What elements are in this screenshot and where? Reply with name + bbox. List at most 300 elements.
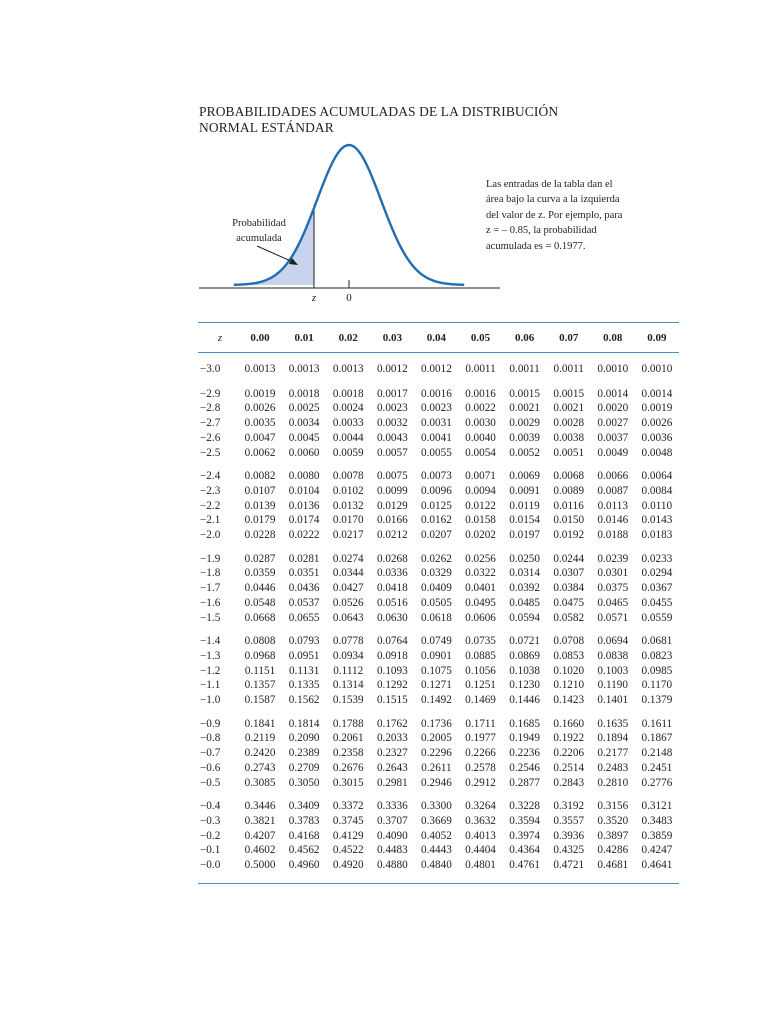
probability-cell: 0.2676 (332, 761, 364, 774)
probability-cell: 0.1251 (465, 679, 496, 692)
probability-cell: 0.0853 (553, 649, 585, 662)
probability-cell: 0.3557 (553, 814, 585, 827)
probability-cell: 0.3300 (421, 800, 452, 813)
probability-cell: 0.0244 (553, 552, 585, 565)
probability-cell: 0.1492 (421, 694, 452, 707)
probability-cell: 0.3669 (421, 814, 452, 827)
probability-cell: 0.0174 (288, 514, 320, 527)
table-row (198, 528, 679, 543)
probability-cell: 0.2005 (421, 732, 452, 745)
probability-cell: 0.0262 (421, 552, 452, 565)
probability-cell: 0.0668 (244, 611, 276, 624)
probability-cell: 0.0012 (421, 363, 452, 375)
probability-cell: 0.0375 (597, 582, 629, 595)
probability-cell: 0.2776 (641, 776, 673, 789)
probability-cell: 0.0017 (376, 387, 408, 400)
row-group (198, 378, 679, 461)
arrow-line (257, 246, 293, 262)
probability-cell: 0.0951 (288, 649, 320, 662)
probability-cell: 0.0033 (332, 417, 364, 430)
probability-cell: 0.0170 (332, 514, 364, 527)
probability-cell: 0.4404 (465, 844, 496, 857)
z-value-cell: −2.6 (200, 431, 221, 444)
probability-cell: 0.3264 (465, 800, 496, 813)
probability-cell: 0.1660 (553, 717, 585, 730)
probability-cell: 0.0113 (597, 499, 628, 512)
z-value-cell: −0.7 (200, 747, 221, 760)
table-row (198, 416, 679, 431)
probability-cell: 0.1210 (553, 679, 585, 692)
probability-cell: 0.1075 (421, 664, 452, 677)
probability-cell: 0.0132 (332, 499, 364, 512)
table-row (198, 611, 679, 626)
table-row (198, 858, 679, 883)
z-value-cell: −1.1 (200, 679, 221, 692)
probability-cell: 0.0031 (421, 417, 452, 430)
z-value-cell: −1.5 (200, 611, 221, 624)
probability-cell: 0.2296 (421, 747, 452, 760)
probability-cell: 0.0606 (465, 611, 496, 624)
header-col: 0.05 (458, 323, 502, 353)
probability-cell: 0.0516 (376, 596, 408, 609)
probability-cell: 0.0183 (641, 529, 673, 542)
probability-cell: 0.0228 (244, 529, 276, 542)
probability-cell: 0.4641 (635, 858, 679, 883)
table-row (198, 460, 679, 484)
z-value-cell: −1.9 (200, 552, 221, 565)
probability-cell: 0.4880 (370, 858, 414, 883)
probability-cell: 0.4522 (332, 844, 364, 857)
probability-cell: 0.0062 (244, 446, 276, 459)
probability-cell: 0.0618 (421, 611, 452, 624)
probability-cell: 0.0087 (597, 484, 629, 497)
probability-cell: 0.0233 (641, 552, 673, 565)
probability-cell: 0.0096 (421, 484, 452, 497)
probability-cell: 0.4801 (458, 858, 502, 883)
probability-cell: 0.3707 (376, 814, 408, 827)
probability-cell: 0.0055 (421, 446, 452, 459)
probability-cell: 0.0019 (641, 402, 673, 415)
probability-cell: 0.0038 (553, 431, 585, 444)
probability-cell: 0.1131 (288, 664, 320, 677)
probability-cell: 0.0162 (421, 514, 452, 527)
probability-cell: 0.1562 (288, 694, 320, 707)
probability-cell: 0.0179 (244, 514, 276, 527)
probability-cell: 0.0034 (288, 417, 320, 430)
probability-cell: 0.0019 (244, 387, 276, 400)
probability-cell: 0.1635 (597, 717, 629, 730)
probability-cell: 0.0594 (509, 611, 540, 624)
probability-cell: 0.1894 (597, 732, 629, 745)
probability-cell: 0.0036 (641, 431, 673, 444)
probability-cell: 0.2483 (597, 761, 629, 774)
probability-cell: 0.0136 (288, 499, 320, 512)
probability-cell: 0.2061 (332, 732, 364, 745)
probability-cell: 0.0505 (421, 596, 452, 609)
probability-cell: 0.4920 (326, 858, 370, 883)
probability-cell: 0.0630 (376, 611, 408, 624)
probability-cell: 0.2843 (553, 776, 585, 789)
row-group (198, 790, 679, 883)
probability-cell: 0.3050 (288, 776, 320, 789)
probability-cell: 0.1401 (597, 694, 629, 707)
axis-zero-label: 0 (346, 292, 352, 304)
probability-cell: 0.1922 (553, 732, 585, 745)
probability-cell: 0.0885 (465, 649, 496, 662)
probability-cell: 0.0048 (641, 446, 673, 459)
probability-cell: 0.0823 (641, 649, 673, 662)
table-row (198, 499, 679, 514)
probability-cell: 0.0010 (597, 363, 629, 375)
probability-cell: 0.0084 (641, 484, 673, 497)
probability-cell: 0.0307 (553, 567, 585, 580)
probability-cell: 0.0212 (376, 529, 408, 542)
probability-cell: 0.0044 (332, 431, 364, 444)
probability-cell: 0.0655 (288, 611, 320, 624)
probability-cell: 0.0392 (509, 582, 540, 595)
probability-cell: 0.0052 (509, 446, 540, 459)
probability-cell: 0.0384 (553, 582, 585, 595)
probability-cell: 0.1056 (465, 664, 496, 677)
probability-cell: 0.0011 (553, 363, 584, 375)
probability-cell: 0.1611 (641, 717, 673, 730)
probability-cell: 0.0032 (376, 417, 408, 430)
table-row (198, 708, 679, 732)
probability-cell: 0.3483 (641, 814, 673, 827)
probability-cell: 0.0014 (597, 387, 629, 400)
probability-cell: 0.3372 (332, 800, 364, 813)
probability-cell: 0.4483 (376, 844, 408, 857)
probability-cell: 0.1379 (641, 694, 673, 707)
probability-cell: 0.0455 (641, 596, 673, 609)
probability-cell: 0.0351 (288, 567, 320, 580)
probability-cell: 0.0013 (288, 363, 320, 375)
probability-cell: 0.0968 (244, 649, 276, 662)
row-group (198, 543, 679, 626)
probability-cell: 0.4247 (641, 844, 673, 857)
probability-cell: 0.0188 (597, 529, 629, 542)
probability-cell: 0.1539 (332, 694, 364, 707)
z-value-cell: −1.3 (200, 649, 221, 662)
probability-cell: 0.0301 (597, 567, 629, 580)
probability-cell: 0.1762 (376, 717, 408, 730)
probability-cell: 0.0035 (244, 417, 276, 430)
z-value-cell: −1.7 (200, 582, 221, 595)
probability-cell: 0.0057 (376, 446, 408, 459)
probability-cell: 0.3974 (509, 829, 540, 842)
probability-cell: 0.0207 (421, 529, 452, 542)
probability-cell: 0.1587 (244, 694, 276, 707)
probability-cell: 0.0069 (509, 470, 540, 483)
probability-cell: 0.3085 (244, 776, 276, 789)
probability-cell: 0.0158 (465, 514, 496, 527)
probability-cell: 0.0082 (244, 470, 276, 483)
probability-cell: 0.3783 (288, 814, 320, 827)
probability-cell: 0.0749 (421, 635, 452, 648)
probability-cell: 0.4129 (332, 829, 364, 842)
probability-cell: 0.2946 (421, 776, 452, 789)
probability-cell: 0.4681 (591, 858, 635, 883)
probability-cell: 0.0475 (553, 596, 585, 609)
probability-cell: 0.0192 (553, 529, 585, 542)
probability-cell: 0.0080 (288, 470, 320, 483)
header-z: z (198, 323, 238, 353)
z-value-cell: −0.9 (200, 717, 221, 730)
probability-cell: 0.0023 (376, 402, 408, 415)
probability-cell: 0.0018 (332, 387, 364, 400)
probability-cell: 0.4286 (597, 844, 629, 857)
probability-cell: 0.1469 (465, 694, 496, 707)
probability-cell: 0.3446 (244, 800, 276, 813)
probability-cell: 0.0014 (641, 387, 673, 400)
probability-cell: 0.2033 (376, 732, 408, 745)
probability-cell: 0.0436 (288, 582, 320, 595)
z-value-cell: −0.4 (200, 800, 221, 813)
probability-cell: 0.0336 (376, 567, 408, 580)
table-row (198, 513, 679, 528)
probability-cell: 0.0099 (376, 484, 408, 497)
z-value-cell: −0.0 (198, 858, 238, 883)
table-row (198, 625, 679, 649)
probability-cell: 0.0268 (376, 552, 408, 565)
probability-cell: 0.2358 (332, 747, 364, 760)
probability-cell: 0.0721 (509, 635, 540, 648)
table-row (198, 814, 679, 829)
probability-cell: 0.4721 (547, 858, 591, 883)
z-value-cell: −1.6 (200, 596, 221, 609)
table-row (198, 790, 679, 814)
probability-cell: 0.0934 (332, 649, 364, 662)
table-row (198, 596, 679, 611)
probability-cell: 0.0089 (553, 484, 585, 497)
probability-cell: 0.0294 (641, 567, 673, 580)
probability-cell: 0.0016 (421, 387, 452, 400)
probability-cell: 0.0011 (509, 363, 540, 375)
z-value-cell: −0.8 (200, 732, 221, 745)
probability-cell: 0.2420 (244, 747, 276, 760)
probability-cell: 0.0869 (509, 649, 540, 662)
header-col: 0.07 (547, 323, 591, 353)
probability-cell: 0.0329 (421, 567, 452, 580)
z-value-cell: −0.5 (200, 776, 221, 789)
probability-cell: 0.4761 (503, 858, 547, 883)
probability-cell: 0.4013 (465, 829, 496, 842)
table-row (198, 353, 679, 378)
probability-cell: 0.0110 (641, 499, 673, 512)
probability-cell: 0.0040 (465, 431, 496, 444)
probability-cell: 0.0250 (509, 552, 540, 565)
probability-cell: 0.0054 (465, 446, 496, 459)
probability-cell: 0.0015 (509, 387, 540, 400)
probability-cell: 0.0735 (465, 635, 496, 648)
probability-cell: 0.0139 (244, 499, 276, 512)
table-row (198, 401, 679, 416)
probability-cell: 0.0022 (465, 402, 496, 415)
probability-cell: 0.3121 (641, 800, 673, 813)
header-col: 0.00 (238, 323, 282, 353)
probability-cell: 0.2451 (641, 761, 673, 774)
probability-cell: 0.0150 (553, 514, 585, 527)
probability-cell: 0.0681 (641, 635, 673, 648)
probability-cell: 0.0066 (597, 470, 629, 483)
probability-cell: 0.0043 (376, 431, 408, 444)
probability-cell: 0.1190 (597, 679, 628, 692)
probability-cell: 0.0094 (465, 484, 496, 497)
probability-cell: 0.0287 (244, 552, 276, 565)
probability-cell: 0.0102 (332, 484, 364, 497)
probability-cell: 0.0075 (376, 470, 408, 483)
prob-label-line1: Probabilidad (232, 218, 286, 229)
probability-cell: 0.0129 (376, 499, 408, 512)
probability-cell: 0.0104 (288, 484, 320, 497)
probability-cell: 0.0427 (332, 582, 364, 595)
prob-label-line2: acumulada (236, 233, 282, 244)
probability-cell: 0.1292 (376, 679, 408, 692)
probability-cell: 0.2709 (288, 761, 320, 774)
probability-cell: 0.4325 (553, 844, 585, 857)
probability-cell: 0.0495 (465, 596, 496, 609)
probability-cell: 0.2877 (509, 776, 540, 789)
probability-cell: 0.2177 (597, 747, 629, 760)
probability-cell: 0.0143 (641, 514, 673, 527)
probability-cell: 0.2514 (553, 761, 585, 774)
probability-cell: 0.0571 (597, 611, 629, 624)
probability-cell: 0.2611 (421, 761, 452, 774)
probability-cell: 0.0027 (597, 417, 629, 430)
probability-cell: 0.2236 (509, 747, 540, 760)
header-col: 0.02 (326, 323, 370, 353)
header-col: 0.06 (503, 323, 547, 353)
probability-cell: 0.1093 (376, 664, 408, 677)
probability-cell: 0.0694 (597, 635, 629, 648)
probability-cell: 0.0122 (465, 499, 496, 512)
probability-cell: 0.2546 (509, 761, 540, 774)
probability-cell: 0.0024 (332, 402, 364, 415)
table-note: Las entradas de la tabla dan el área bajo la curva a la izquierda del valor de z. Por ejemplo, para z = – 0.85, la probabilidad acumulada es = 0.1977. (486, 179, 623, 252)
table-row (198, 543, 679, 567)
probability-cell: 0.0559 (641, 611, 673, 624)
probability-cell: 0.3859 (641, 829, 673, 842)
table-row (198, 746, 679, 761)
probability-cell: 0.1788 (332, 717, 364, 730)
table-row (198, 378, 679, 402)
table-row (198, 484, 679, 499)
row-group (198, 460, 679, 543)
probability-cell: 0.0146 (597, 514, 629, 527)
probability-cell: 0.0446 (244, 582, 276, 595)
header-col: 0.08 (591, 323, 635, 353)
z-value-cell: −0.1 (200, 844, 221, 857)
probability-cell: 0.0239 (597, 552, 629, 565)
probability-cell: 0.2810 (597, 776, 629, 789)
normal-curve (234, 145, 464, 285)
probability-cell: 0.3897 (597, 829, 629, 842)
probability-cell: 0.0901 (421, 649, 452, 662)
z-value-cell: −2.7 (200, 417, 221, 430)
z-value-cell: −0.6 (200, 761, 221, 774)
probability-cell: 0.0107 (244, 484, 276, 497)
probability-cell: 0.0166 (376, 514, 408, 527)
probability-cell: 0.1446 (509, 694, 540, 707)
probability-cell: 0.0015 (553, 387, 585, 400)
table-row (198, 446, 679, 461)
probability-cell: 0.0049 (597, 446, 629, 459)
probability-cell: 0.0078 (332, 470, 364, 483)
table-row (198, 581, 679, 596)
probability-cell: 0.2981 (376, 776, 408, 789)
probability-cell: 0.0409 (421, 582, 452, 595)
probability-cell: 0.0060 (288, 446, 320, 459)
probability-cell: 0.0029 (509, 417, 540, 430)
table-row (198, 664, 679, 679)
table-row (198, 649, 679, 664)
probability-cell: 0.1736 (421, 717, 452, 730)
probability-cell: 0.3192 (553, 800, 585, 813)
probability-cell: 0.3632 (465, 814, 496, 827)
probability-cell: 0.1038 (509, 664, 540, 677)
probability-cell: 0.4960 (282, 858, 326, 883)
normal-curve-svg (195, 138, 515, 308)
probability-cell: 0.0985 (641, 664, 673, 677)
probability-cell: 0.2578 (465, 761, 496, 774)
probability-cell: 0.0367 (641, 582, 673, 595)
probability-cell: 0.0778 (332, 635, 364, 648)
table-header-row (198, 323, 679, 353)
probability-cell: 0.0021 (553, 402, 585, 415)
probability-cell: 0.0344 (332, 567, 364, 580)
probability-cell: 0.0465 (597, 596, 629, 609)
probability-cell: 0.0012 (376, 363, 408, 375)
probability-cell: 0.2743 (244, 761, 276, 774)
probability-cell: 0.0485 (509, 596, 540, 609)
probability-cell: 0.0708 (553, 635, 585, 648)
z-value-cell: −2.3 (200, 484, 221, 497)
probability-cell: 0.0045 (288, 431, 320, 444)
z-value-cell: −2.4 (200, 470, 221, 483)
probability-cell: 0.0010 (641, 363, 673, 375)
header-col: 0.03 (370, 323, 414, 353)
probability-cell: 0.0030 (465, 417, 496, 430)
probability-cell: 0.2119 (244, 732, 276, 745)
probability-cell: 0.1977 (465, 732, 496, 745)
row-group (198, 353, 679, 378)
probability-cell: 0.1841 (244, 717, 276, 730)
probability-cell: 0.0013 (244, 363, 276, 375)
probability-cell: 0.4840 (414, 858, 458, 883)
probability-cell: 0.0025 (288, 402, 320, 415)
probability-cell: 0.4602 (244, 844, 276, 857)
probability-cell: 0.0119 (509, 499, 540, 512)
header-col: 0.04 (414, 323, 458, 353)
probability-cell: 0.1151 (244, 664, 276, 677)
probability-cell: 0.4562 (288, 844, 320, 857)
probability-cell: 0.0068 (553, 470, 585, 483)
normal-curve-figure (195, 138, 515, 308)
probability-cell: 0.0314 (509, 567, 540, 580)
probability-cell: 0.0071 (465, 470, 496, 483)
probability-cell: 0.1814 (288, 717, 320, 730)
probability-cell: 0.3594 (509, 814, 540, 827)
probability-cell: 0.3336 (376, 800, 408, 813)
probability-cell: 0.0582 (553, 611, 585, 624)
probability-cell: 0.1357 (244, 679, 276, 692)
probability-cell: 0.2266 (465, 747, 496, 760)
probability-cell: 0.0021 (509, 402, 540, 415)
probability-cell: 0.1112 (333, 664, 364, 677)
z-value-cell: −2.1 (200, 514, 221, 527)
probability-cell: 0.1423 (553, 694, 585, 707)
z-value-cell: −2.8 (200, 402, 221, 415)
